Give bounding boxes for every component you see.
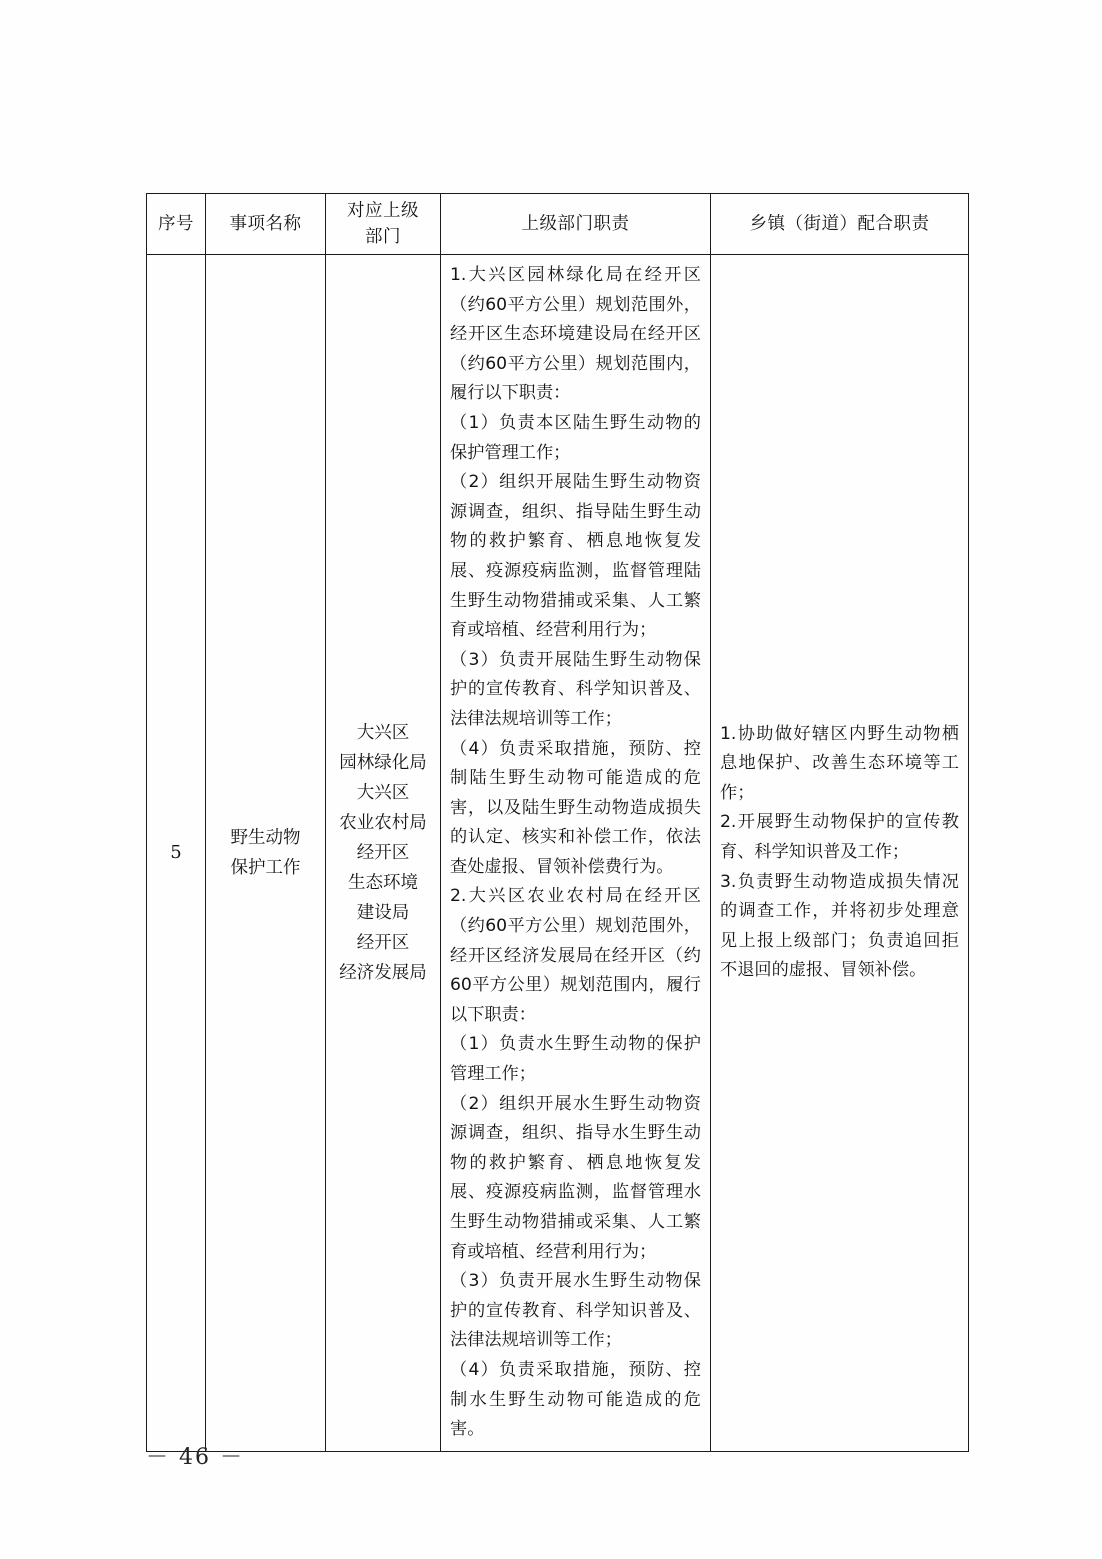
responsibility-table <box>146 193 969 1452</box>
header-upper-duty: 上级部门职责 <box>441 194 711 255</box>
township-duty-paragraph: 2.开展野生动物保护的宣传教育、科学知识普及工作； <box>720 812 959 863</box>
cell-upper-duty <box>441 255 711 1452</box>
duty-paragraph: （2）组织开展水生野生动物资源调查，组织、指导水生野生动物的救护繁育、栖息地恢复发展、疫源疫病监测，监督管理水生野生动物猎捕或采集、人工繁育或培植、经营利用行为； <box>450 1093 701 1262</box>
duty-paragraph: （4）负责采取措施，预防、控制陆生野生动物可能造成的危害，以及陆生野生动物造成损失的认定、核实和补偿工作，依法查处虚报、冒领补偿费行为。 <box>450 738 701 877</box>
township-duty-paragraph: 3.负责野生动物造成损失情况的调查工作，并将初步处理意见上报上级部门；负责追回拒不退回的虚报、冒领补偿。 <box>720 871 959 981</box>
duty-paragraph: 1.大兴区园林绿化局在经开区（约60平方公里）规划范围外，经开区生态环境建设局在经开区（约60平方公里）规划范围内，履行以下职责： <box>450 265 701 404</box>
duty-paragraph: （3）负责开展陆生野生动物保护的宣传教育、科学知识普及、法律法规培训等工作； <box>450 649 701 729</box>
department-line: 建设局 <box>356 902 410 923</box>
department-line: 经开区 <box>356 932 410 953</box>
table-row <box>147 255 969 1452</box>
cell-item-name-line2: 保护工作 <box>230 857 301 878</box>
duty-paragraph: （4）负责采取措施，预防、控制水生野生动物可能造成的危害。 <box>450 1359 701 1440</box>
page-number: － 46 － <box>146 1445 244 1470</box>
table-header-row <box>147 194 969 255</box>
department-line: 生态环境 <box>348 872 418 893</box>
duty-paragraph: （1）负责水生野生动物的保护管理工作； <box>450 1034 701 1085</box>
duty-paragraph: 2.大兴区农业农村局在经开区（约60平方公里）规划范围外，经开区经济发展局在经开区（约60平方公里）规划范围内，履行以下职责： <box>450 886 701 1025</box>
cell-item-name-line1: 野生动物 <box>230 827 301 848</box>
cell-sequence-number: 5 <box>147 255 206 1452</box>
header-upper-department-line2: 部门 <box>365 227 401 247</box>
township-duty-paragraph: 1.协助做好辖区内野生动物栖息地保护、改善生态环境等工作； <box>720 723 959 803</box>
duty-paragraph: （2）组织开展陆生野生动物资源调查，组织、指导陆生野生动物的救护繁育、栖息地恢复发展、疫源疫病监测，监督管理陆生野生动物猎捕或采集、人工繁育或培植、经营利用行为； <box>450 472 701 641</box>
header-township-duty: 乡镇（街道）配合职责 <box>711 194 969 255</box>
header-item-name: 事项名称 <box>206 194 326 255</box>
cell-upper-departments <box>326 255 441 1452</box>
department-line: 经开区 <box>356 842 410 863</box>
duty-paragraph: （1）负责本区陆生野生动物的保护管理工作； <box>450 412 701 463</box>
header-upper-department <box>326 194 441 255</box>
cell-township-duty <box>711 255 969 1452</box>
header-upper-department-line1: 对应上级 <box>347 201 419 221</box>
department-line: 园林绿化局 <box>339 752 427 773</box>
department-line: 大兴区 <box>356 782 410 803</box>
header-seq: 序号 <box>147 194 206 255</box>
department-line: 经济发展局 <box>339 962 427 983</box>
cell-item-name <box>206 255 326 1452</box>
department-line: 农业农村局 <box>339 812 427 833</box>
department-line: 大兴区 <box>356 722 410 743</box>
duty-paragraph: （3）负责开展水生野生动物保护的宣传教育、科学知识普及、法律法规培训等工作； <box>450 1271 701 1351</box>
